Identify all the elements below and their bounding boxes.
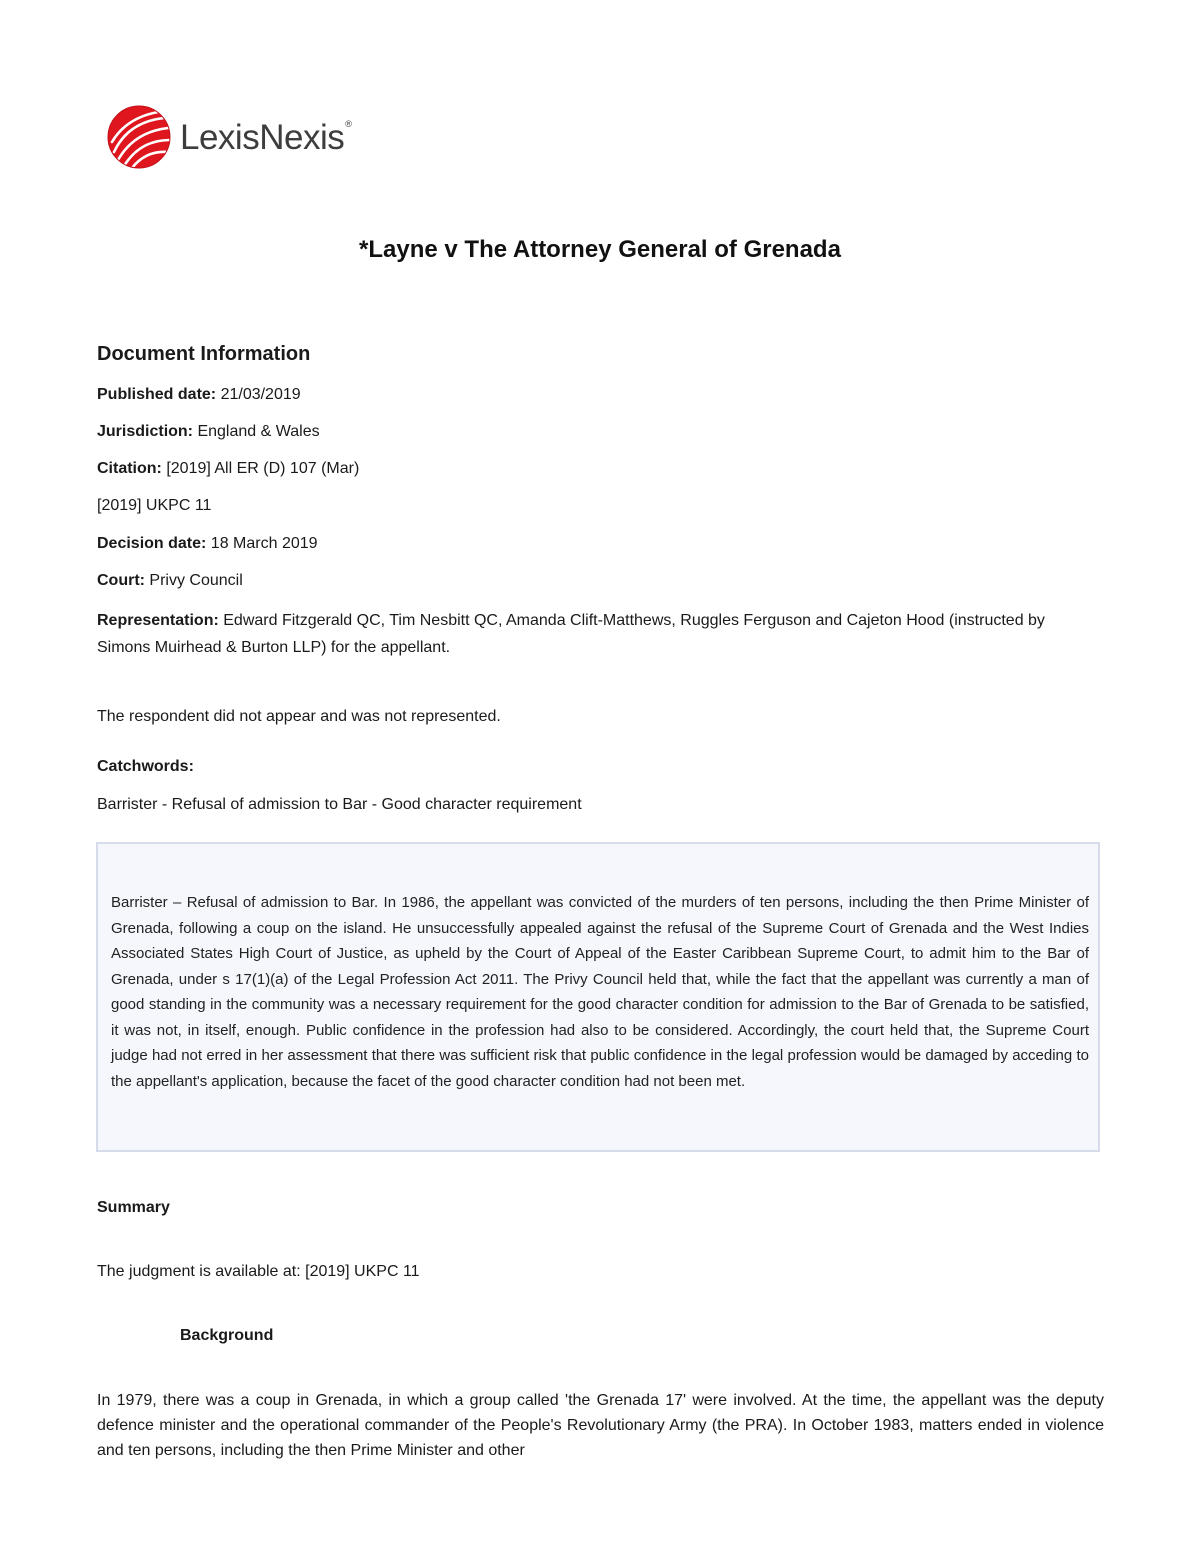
brand-wordmark: LexisNexis® bbox=[180, 117, 352, 157]
catchwords-summary-text: Barrister – Refusal of admission to Bar. In 1986, the appellant was convicted of the murders of ten persons, including the then Prime Minister of Grenada, following a coup on the island. He unsuccessfully appealed against the refusal of the Supreme Court of Grenada and the West Indies Associated States High Court of Justice, as upheld by the Court of Appeal of the Easter Caribbean Supreme Court, to admit him to the Bar of Grenada, under s 17(1)(a) of the Legal Profession Act 2011. The Privy Council held that, while the fact that the appellant was currently a man of good standing in the community was a necessary requirement for the good character condition for admission to the Bar of Grenada to be satisfied, it was not, in itself, enough. Public confidence in the profession had also to be considered. Accordingly, the court held that, the Supreme Court judge had not erred in her assessment that there was sufficient risk that public confidence in the legal profession would be damaged by acceding to the appellant's application, because the facet of the good character condition had not been met. bbox=[111, 894, 1089, 1090]
citation-label: Citation: bbox=[97, 460, 162, 477]
jurisdiction-label: Jurisdiction: bbox=[97, 423, 194, 440]
published-date-label: Published date: bbox=[97, 386, 217, 403]
catchwords-label: Catchwords: bbox=[97, 758, 194, 775]
background-paragraph: In 1979, there was a coup in Grenada, in which a group called 'the Grenada 17' were involved. At the time, the appellant was the deputy defence minister and the operational commander of the People's Revolutionary Army (the PRA). In October 1983, matters ended in violence and ten persons, including the then Prime Minister and other bbox=[97, 1392, 1104, 1459]
judgment-availability: The judgment is available at: [2019] UKPC 11 bbox=[97, 1263, 420, 1280]
court-value: Privy Council bbox=[144, 572, 243, 589]
decision-date-value: 18 March 2019 bbox=[206, 535, 318, 552]
background-heading: Background bbox=[180, 1327, 274, 1344]
court-label: Court: bbox=[97, 572, 145, 589]
jurisdiction-field bbox=[97, 421, 320, 443]
citation-value: [2019] All ER (D) 107 (Mar) bbox=[161, 460, 360, 477]
lexisnexis-logo bbox=[106, 104, 351, 170]
summary-heading: Summary bbox=[97, 1199, 170, 1216]
representation-value: Edward Fitzgerald QC, Tim Nesbitt QC, Amanda Clift-Matthews, Ruggles Ferguson and Cajeton Hood (instructed by Simons Muirhead & Burton LLP) for the appellant. bbox=[97, 612, 1045, 656]
jurisdiction-value: England & Wales bbox=[193, 423, 320, 440]
registered-mark: ® bbox=[345, 118, 352, 129]
citation-field bbox=[97, 458, 359, 480]
catchwords-value: Barrister - Refusal of admission to Bar - Good character requirement bbox=[97, 796, 582, 813]
decision-date-field bbox=[97, 533, 318, 555]
representation-label: Representation: bbox=[97, 612, 219, 629]
published-date-field bbox=[97, 384, 301, 406]
citation-alt: [2019] UKPC 11 bbox=[97, 497, 212, 514]
published-date-value: 21/03/2019 bbox=[216, 386, 301, 403]
lexisnexis-globe-icon bbox=[106, 104, 172, 170]
respondent-note: The respondent did not appear and was not represented. bbox=[97, 708, 501, 725]
court-field bbox=[97, 570, 243, 592]
decision-date-label: Decision date: bbox=[97, 535, 207, 552]
catchwords-summary-box bbox=[96, 842, 1100, 1152]
document-information-heading: Document Information bbox=[97, 343, 311, 365]
document-title: *Layne v The Attorney General of Grenada bbox=[359, 236, 841, 263]
representation-field bbox=[97, 607, 1097, 661]
